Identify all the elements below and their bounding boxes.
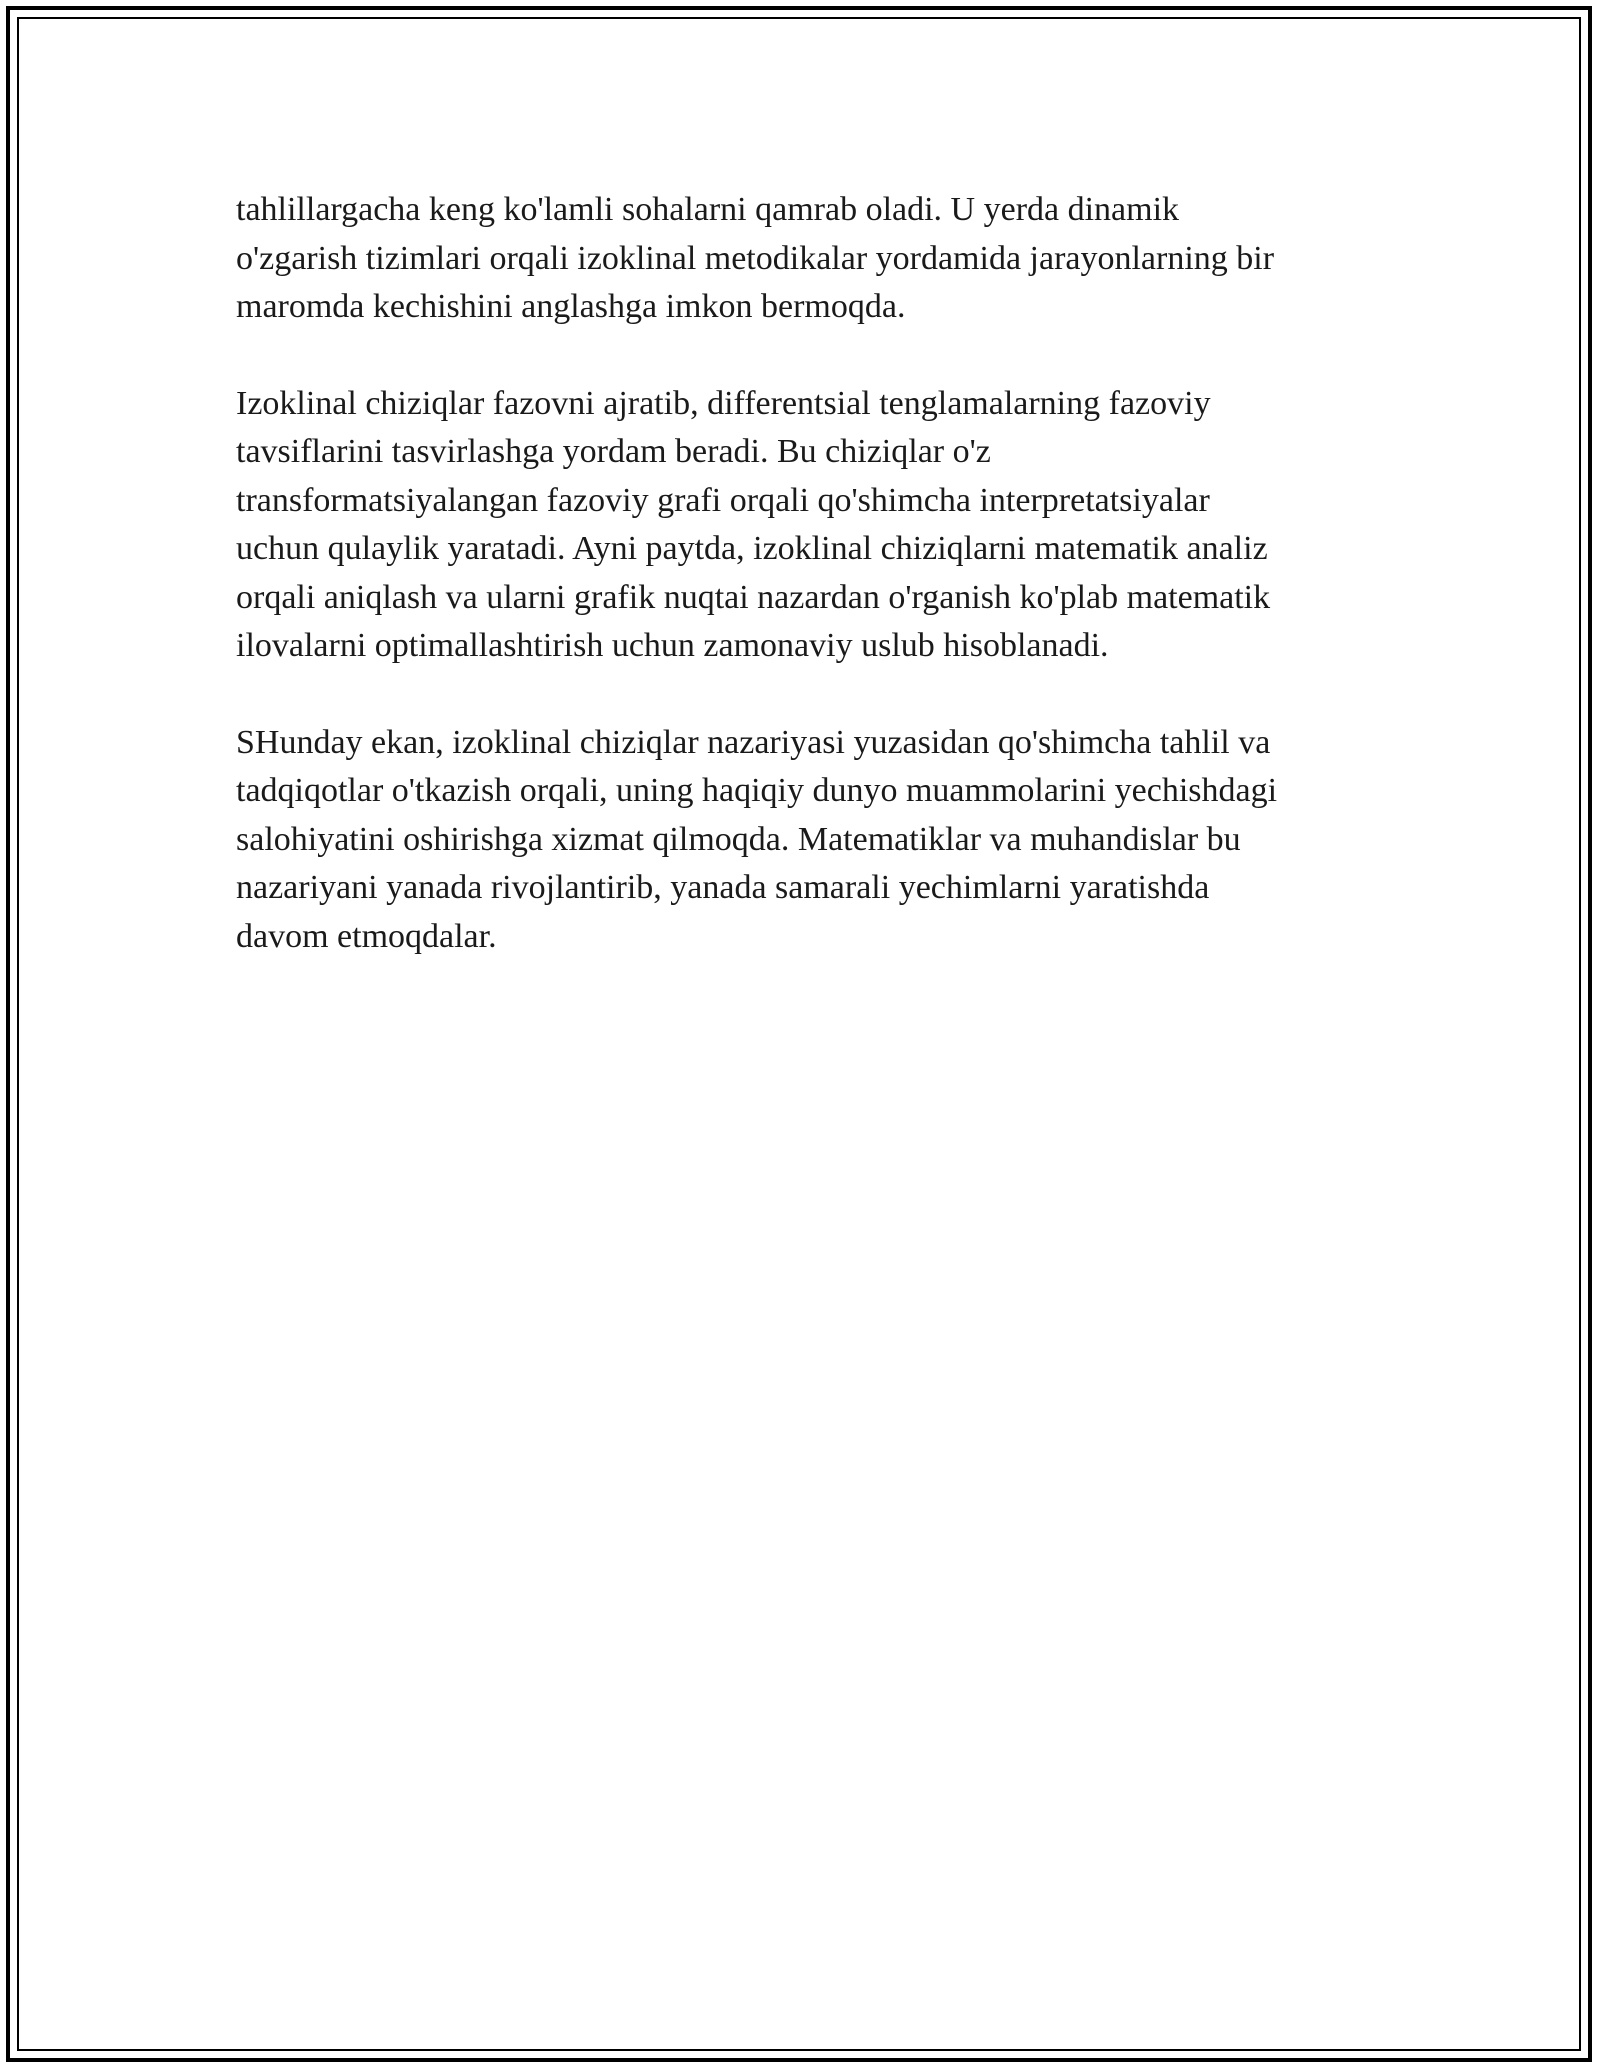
paragraph-1: tahlillargacha keng ko'lamli sohalarni qamrab oladi. U yerda dinamik o'zgarish tizimlari orqali izoklinal metodikalar yordamida jarayonlarning bir maromda kechishini anglashga imkon bermoqda. [236, 191, 1275, 325]
paragraph-3: SHunday ekan, izoklinal chiziqlar nazariyasi yuzasidan qo'shimcha tahlil va tadqiqotlar o'tkazish orqali, uning haqiqiy dunyo muammolarini yechishdagi salohiyatini oshirishga xizmat qilmoqda. Matematiklar va muhandislar bu nazariyani yanada rivojlantirib, yanada samarali yechimlarni yaratishda davom etmoqdalar. [236, 723, 1278, 955]
document-body [236, 186, 1366, 1009]
paragraph-2: Izoklinal chiziqlar fazovni ajratib, differentsial tenglamalarning fazoviy tavsiflarini tasvirlashga yordam beradi. Bu chiziqlar o'z transformatsiyalangan fazoviy grafi orqali qo'shimcha interpretatsiyalar uchun qulaylik yaratadi. Ayni paytda, izoklinal chiziqlarni matematik analiz orqali aniqlash va ularni grafik nuqtai nazardan o'rganish ko'plab matematik ilovalarni optimallashtirish uchun zamonaviy uslub hisoblanadi. [236, 384, 1271, 664]
